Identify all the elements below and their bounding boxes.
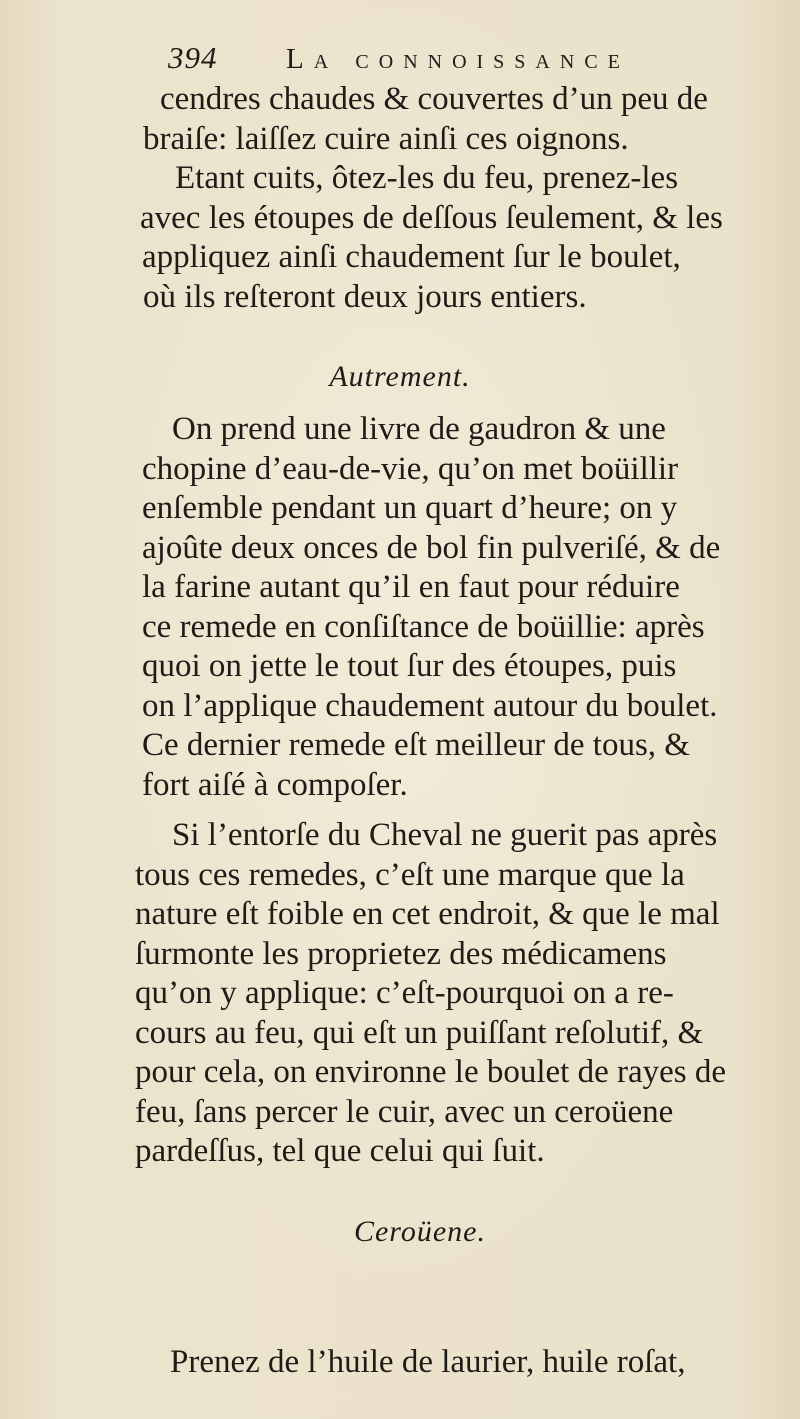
- text-line: ſurmonte les proprietez des médicamens: [135, 935, 667, 972]
- section-heading-autrement: Autrement.: [329, 360, 471, 393]
- text-line: on l’applique chaudement autour du boulet.: [142, 687, 718, 724]
- text-line: cours au feu, qui eſt un puiſſant reſolutif, &: [135, 1014, 704, 1051]
- text-line: chopine d’eau-de-vie, qu’on met boüillir: [142, 450, 679, 487]
- paragraph-continuation: [0, 80, 800, 317]
- text-line: Etant cuits, ôtez-les du feu, prenez-les: [175, 160, 679, 196]
- text-line: fort aiſé à compoſer.: [142, 766, 408, 803]
- text-line: appliquez ainſi chaudement ſur le boulet,: [142, 239, 681, 275]
- text-line: tous ces remedes, c’eſt une marque que la: [135, 856, 685, 893]
- text-line: avec les étoupes de deſſous ſeulement, & les: [140, 199, 723, 236]
- text-line: nature eſt foible en cet endroit, & que le mal: [135, 896, 720, 932]
- text-line: Ce dernier remede eſt meilleur de tous, &: [142, 727, 690, 763]
- paragraph-ceroueene: [0, 1343, 800, 1383]
- text-line: feu, ſans percer le cuir, avec un ceroüene: [135, 1093, 674, 1130]
- paragraph-autrement: [0, 410, 800, 805]
- text-line: braiſe: laiſſez cuire ainſi ces oignons.: [143, 120, 629, 157]
- text-line: Si l’entorſe du Cheval ne guerit pas après: [172, 817, 718, 853]
- text-line: quoi on jette le tout ſur des étoupes, puis: [142, 648, 677, 684]
- text-line: ajoûte deux onces de bol fin pulveriſé, & de: [142, 529, 721, 566]
- text-line: qu’on y applique: c’eſt-pourquoi on a re-: [135, 975, 674, 1011]
- text-line: ce remede en conſiſtance de boüillie: après: [142, 608, 705, 645]
- running-title: La connoissance: [286, 43, 630, 75]
- text-line: pour cela, on environne le boulet de rayes de: [135, 1054, 727, 1090]
- text-line: où ils reſteront deux jours entiers.: [143, 278, 587, 315]
- text-line: On prend une livre de gaudron & une: [172, 411, 666, 447]
- text-line: Prenez de l’huile de laurier, huile roſat,: [170, 1344, 686, 1380]
- text-line: cendres chaudes & couvertes d’un peu de: [160, 81, 708, 117]
- text-line: pardeſſus, tel que celui qui ſuit.: [135, 1133, 545, 1169]
- section-heading-ceroueene: Ceroüene.: [353, 1215, 487, 1248]
- text-line: enſemble pendant un quart d’heure; on y: [142, 490, 678, 526]
- page-number: 394: [168, 40, 218, 75]
- text-line: la farine autant qu’il en faut pour réduire: [142, 569, 680, 605]
- paragraph-entorse: [0, 816, 800, 1172]
